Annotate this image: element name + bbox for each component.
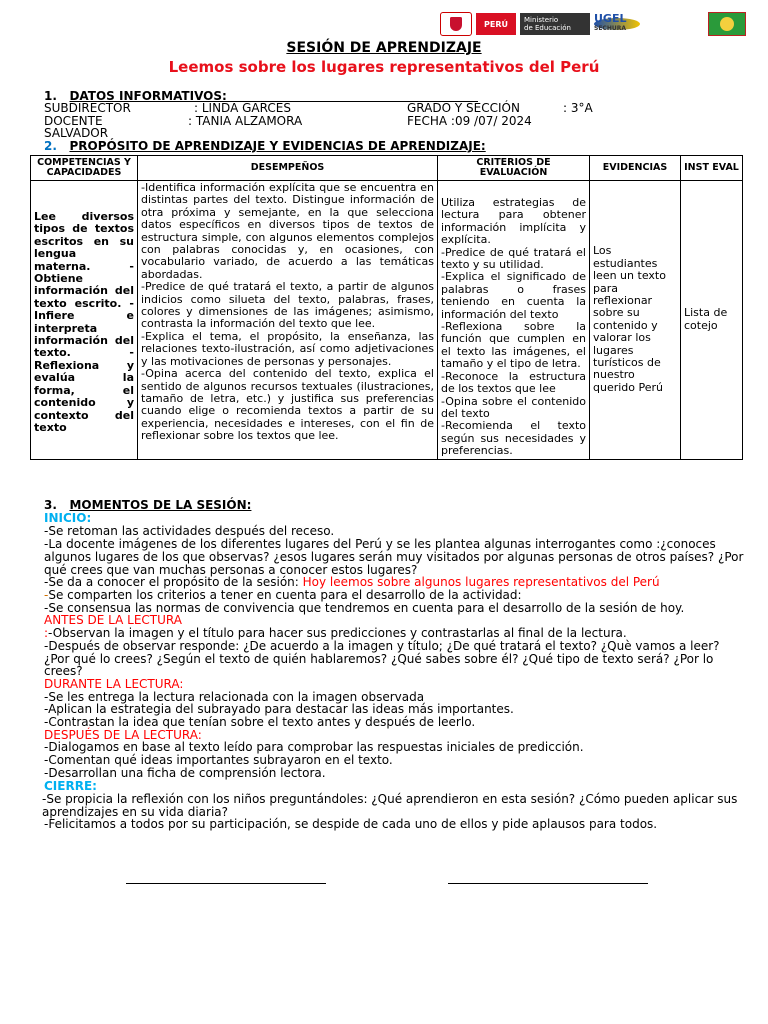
despues-line: -Dialogamos en base al texto leído para comprobar las respuestas iniciales de predicción. xyxy=(44,740,584,754)
criterio-item: -Explica el significado de palabras o frases teniendo en cuenta la información del texto xyxy=(441,270,586,321)
peru-logo: PERÚ xyxy=(476,13,516,35)
docente-value-cont: SALVADOR xyxy=(44,126,109,140)
desempeno-item: -Identifica información explícita que se encuentra en distintas partes del texto. Distingue información de otra próxima y semejante, en la que selecciona datos específicos en diversos tipos de textos de estructura simple, con algunos elementos complejos con palabras conocidas y, en ocasiones, con vocabulario variado, de acuerdo a las temáticas abordadas. xyxy=(141,181,434,281)
durante-line: -Aplican la estrategia del subrayado para destacar las ideas más importantes. xyxy=(44,702,514,716)
criterio-item: -Reflexiona sobre la función que cumplen en el texto las imágenes, el tamaño y el tipo de letra. xyxy=(441,320,586,371)
proposito-line: -Se da a conocer el propósito de la sesión: Hoy leemos sobre algunos lugares representativos del Perú xyxy=(44,575,660,589)
document-subtitle: Leemos sobre los lugares representativos del Perú xyxy=(168,58,600,76)
header-logos xyxy=(440,12,746,36)
docente-label: DOCENTE xyxy=(44,114,103,128)
proposito-table xyxy=(30,155,743,460)
normas-line: -Se consensua las normas de convivencia que tendremos en cuenta para el desarrollo de la sesión de hoy. xyxy=(44,601,685,615)
header-competencias: COMPETENCIAS Y CAPACIDADES xyxy=(31,156,138,181)
durante-label: DURANTE LA LECTURA: xyxy=(44,677,184,691)
competencias-cell: Lee diversos tipos de textos escritos en su lengua materna. -Obtiene información del texto escrito. -Infiere e interpreta información del texto. -Reflexiona y evalúa la forma, el contenido y contexto del texto xyxy=(31,181,138,460)
evidencias-cell: Los estudiantes leen un texto para reflexionar sobre su contenido y valorar los lugares turísticos de nuestro querido Perú xyxy=(590,181,681,460)
proposito-heading: 2. PROPÓSITO DE APRENDIZAJE Y EVIDENCIAS DE APRENDIZAJE: xyxy=(44,139,486,153)
durante-line: -Se les entrega la lectura relacionada con la imagen observada xyxy=(44,690,425,704)
cierre-line: -Se propicia la reflexión con los niños preguntándoles: ¿Qué aprendieron en esta sesión? ¿Cómo pueden aplicar sus xyxy=(42,792,738,806)
despues-line: -Comentan qué ideas importantes subrayaron en el texto. xyxy=(44,753,393,767)
grado-value: : 3°A xyxy=(563,101,593,115)
document-title: SESIÓN DE APRENDIZAJE xyxy=(286,40,482,56)
grado-label: GRADO Y SECCIÓN xyxy=(407,101,520,115)
criterios-cell xyxy=(438,181,590,460)
signature-line-left xyxy=(126,883,326,884)
desempeno-item: -Explica el tema, el propósito, la enseñanza, las relaciones texto-ilustración, así como adjetivaciones y las motivaciones de personas y personajes. xyxy=(141,329,434,368)
cierre-line: aprendizajes en su vida diaria? xyxy=(42,805,229,819)
antes-line: :-Observan la imagen y el título para hacer sus predicciones y contrastarlas al final de la lectura. xyxy=(44,626,627,640)
desempeno-item: -Predice de qué tratará el texto, a partir de algunos indicios como silueta del texto, palabras, frases, colores y dimensiones de las imágenes; asimismo, contrasta la información del texto que lee. xyxy=(141,280,434,331)
criterio-item: -Opina sobre el contenido del texto xyxy=(441,394,586,420)
momentos-heading: 3. MOMENTOS DE LA SESIÓN: xyxy=(44,498,252,512)
inicio-line: algunos lugares de los que observas? ¿esos lugares serán muy visitados por algunas personas de otros países? ¿Por xyxy=(44,550,744,564)
antes-line: crees? xyxy=(44,664,83,678)
cierre-line: -Felicitamos a todos por su participación, se despide de cada uno de ellos y pide aplausos para todos. xyxy=(44,817,658,831)
minedu-logo: Ministerio de Educación xyxy=(520,13,590,35)
antes-label: ANTES DE LA LECTURA xyxy=(44,613,182,627)
criterio-item: -Reconoce la estructura de los textos que lee xyxy=(441,369,586,396)
header-evidencias: EVIDENCIAS xyxy=(590,156,681,181)
despues-line: -Desarrollan una ficha de comprensión lectora. xyxy=(44,766,326,780)
peru-shield-logo xyxy=(440,12,472,36)
criterios-line: -Se comparten los criterios a tener en cuenta para el desarrollo de la actividad: xyxy=(44,588,522,602)
subdirector-value: : LINDA GARCES xyxy=(194,101,291,115)
criterio-item: -Predice de qué tratará el texto y su utilidad. xyxy=(441,245,586,272)
ugel-logo: UGEL SECHURA xyxy=(594,13,704,35)
desempeno-item: -Opina acerca del contenido del texto, explica el sentido de algunos recursos textuales (ilustraciones, tamaño de letra, etc.) y justifica sus preferencias cuando elige o recomienda textos a partir de su experiencia, necesidades e intereses, con el fin de reflexionar sobre los textos que lee. xyxy=(141,367,434,443)
header-inst-eval: INST EVAL xyxy=(681,156,743,181)
docente-value: : TANIA ALZAMORA xyxy=(188,114,303,128)
desempenos-cell xyxy=(138,181,438,460)
instrumento-cell: Lista de cotejo xyxy=(681,181,743,460)
criterio-item: Utiliza estrategias de lectura para obtener información implícita y explícita. xyxy=(441,196,586,247)
despues-label: DESPUÉS DE LA LECTURA: xyxy=(44,728,202,742)
inicio-label: INICIO: xyxy=(44,511,92,525)
durante-line: -Contrastan la idea que tenían sobre el texto antes y después de leerlo. xyxy=(44,715,476,729)
inicio-line: -La docente imágenes de los diferentes lugares del Perú y se les plantea algunas interrogantes como :¿conoces xyxy=(44,537,716,551)
subdirector-label: SUBDIRECTOR xyxy=(44,101,131,115)
signature-line-right xyxy=(448,883,648,884)
inicio-line: qué crees que van muchas personas a conocer estos lugares? xyxy=(44,563,418,577)
fecha: FECHA :09 /07/ 2024 xyxy=(407,114,532,128)
inicio-line: -Se retoman las actividades después del receso. xyxy=(44,524,335,538)
datos-heading: 1. DATOS INFORMATIVOS: xyxy=(44,89,227,103)
criterio-item: -Recomienda el texto según sus necesidades y preferencias. xyxy=(441,419,586,458)
header-criterios: CRITERIOS DE EVALUACIÓN xyxy=(438,156,590,181)
antes-line: -Después de observar responde: ¿De acuerdo a la imagen y título; ¿De qué tratará el texto? ¿Què vamos a leer? xyxy=(44,639,720,653)
cierre-label: CIERRE: xyxy=(44,779,97,793)
antes-line: ¿Por qué lo crees? ¿Según el texto de quién hablaremos? ¿Qué sabes sobre él? ¿Qué tipo de texto será? ¿Por lo xyxy=(44,652,714,666)
school-logo xyxy=(708,12,746,36)
header-desempenos: DESEMPEÑOS xyxy=(138,156,438,181)
